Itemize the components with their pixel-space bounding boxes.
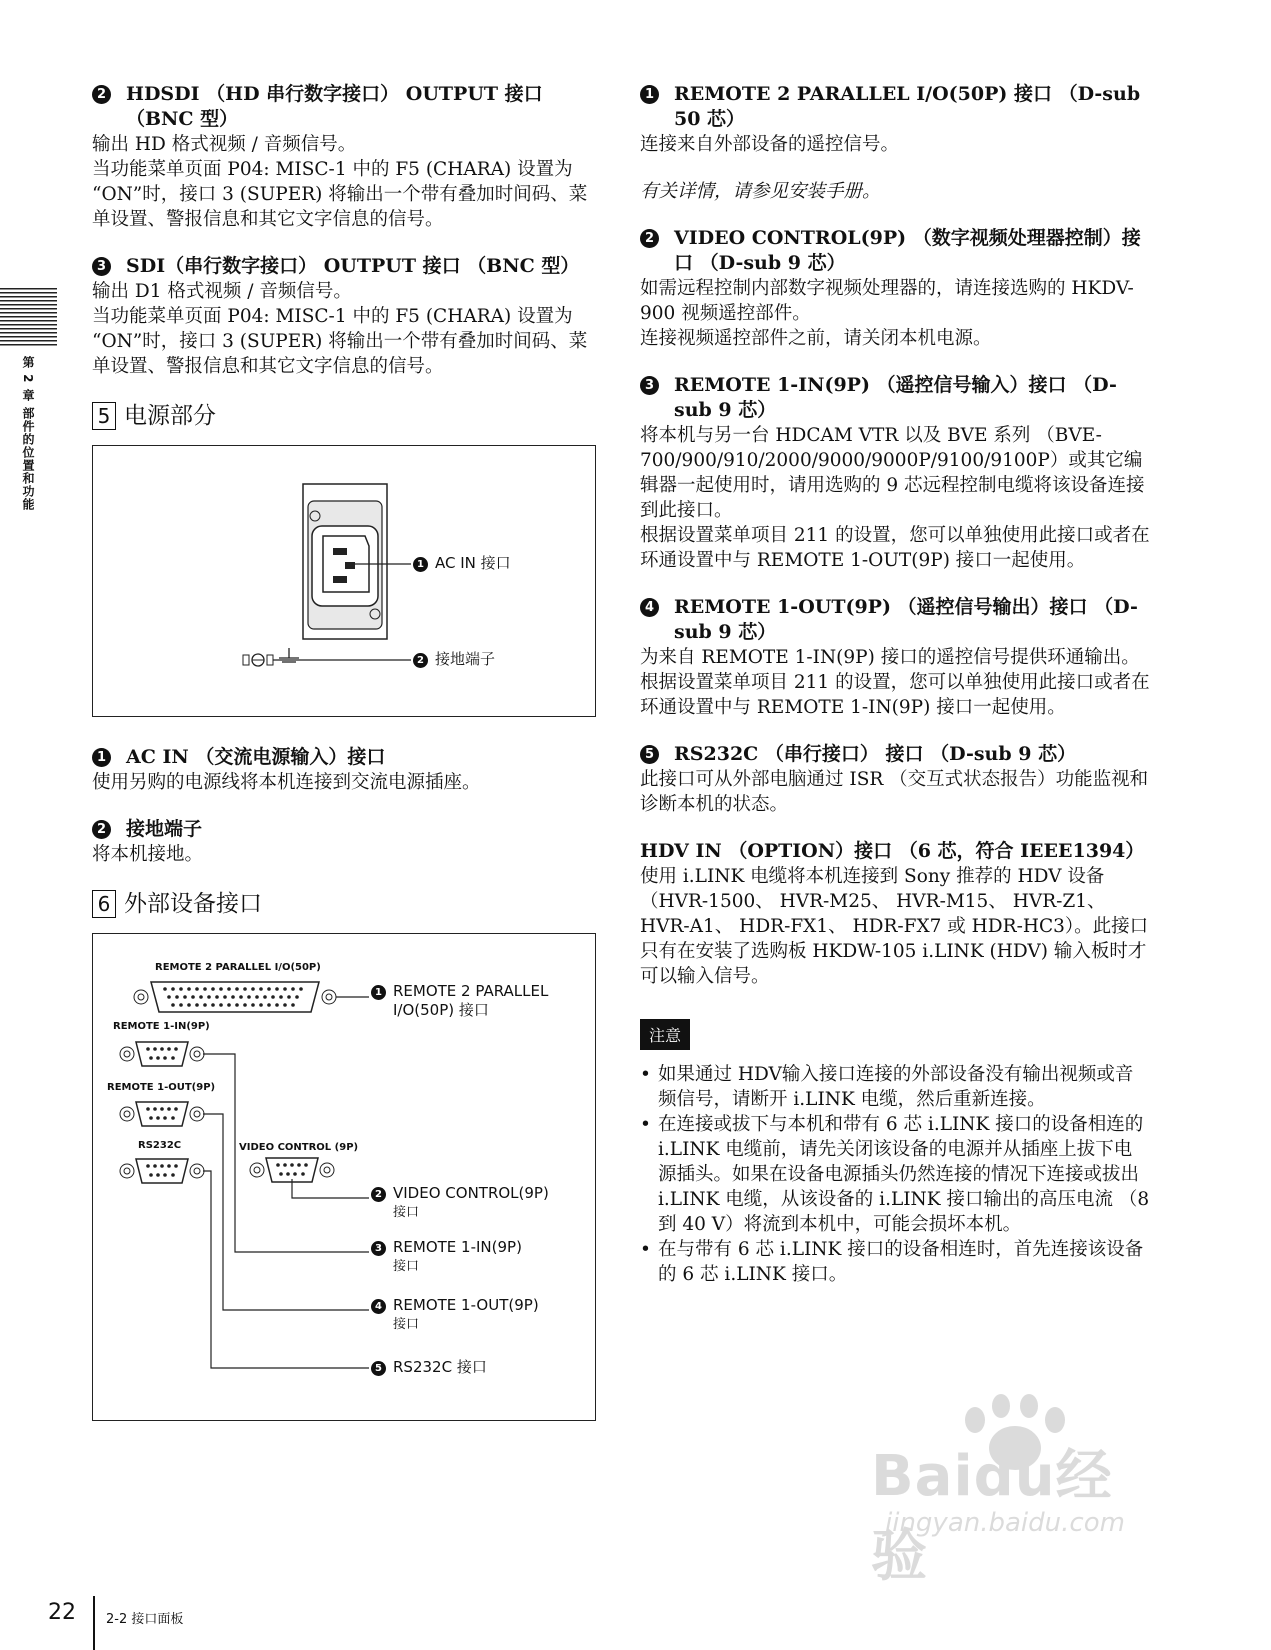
number-badge: 3: [640, 376, 659, 395]
hdv-in-heading: HDV IN （OPTION）接口 （6 芯，符合 IEEE1394）: [640, 840, 1145, 862]
callout-number: 1: [371, 985, 386, 1000]
ground-terminal-tab: [243, 655, 249, 665]
sdi-item: [92, 254, 592, 379]
callout-label: 接口: [393, 1317, 420, 1332]
sdi-title: SDI（串行数字接口） OUTPUT 接口 （BNC 型）: [126, 255, 580, 277]
number-badge: 2: [640, 229, 659, 248]
note-label: 注意: [640, 1019, 690, 1050]
callout-label: REMOTE 1-IN(9P): [393, 1238, 522, 1256]
acin-item: [92, 745, 592, 795]
callout-rs232c: [371, 1358, 487, 1377]
watermark-brand: Baidu经验: [871, 1444, 1113, 1589]
sdi-heading: [92, 254, 592, 279]
callout-label: 接口: [393, 1205, 420, 1220]
callout-number: 2: [413, 653, 428, 668]
external-connectors-figure: [92, 933, 596, 1421]
remote-in-item: [640, 373, 1150, 573]
remote-in-heading: [640, 373, 1150, 423]
remote-in-title: REMOTE 1-IN(9P) （遥控信号输入）接口 （D-sub 9 芯）: [674, 374, 1117, 421]
list-item: • 如果通过 HDV输入接口连接的外部设备没有输出视频或音频信号，请断开 i.LINK 电缆，然后重新连接。: [640, 1062, 1150, 1112]
note-list: [640, 1062, 1150, 1287]
list-item: • 在与带有 6 芯 i.LINK 接口的设备相连时，首先连接该设备的 6 芯 i.LINK 接口。: [640, 1237, 1150, 1287]
dsub-9-out-shell: [136, 1102, 188, 1126]
video-control-item: [640, 226, 1150, 351]
paragraph: 此接口可从外部电脑通过 ISR （交互式状态报告）功能监视和诊断本机的状态。: [640, 769, 1149, 815]
remote2-title: REMOTE 2 PARALLEL I/O(50P) 接口 （D-sub 50 芯）: [674, 83, 1141, 130]
rs232c-title: RS232C （串行接口） 接口 （D-sub 9 芯）: [674, 743, 1077, 765]
callout-number: 3: [371, 1241, 386, 1256]
rs232c-heading: [640, 742, 1150, 767]
section-number: 6: [92, 890, 116, 918]
video-control-title: VIDEO CONTROL(9P) （数字视频处理器控制）接口 （D-sub 9 芯）: [674, 227, 1141, 274]
callout-label: REMOTE 2 PARALLEL: [393, 982, 549, 1000]
number-badge: 2: [92, 820, 111, 839]
callout-parallel: [371, 982, 548, 1020]
list-item: • 在连接或拔下与本机和带有 6 芯 i.LINK 接口的设备相连的 i.LINK 电缆前，请先关闭该设备的电源并从插座上拔下电源插头。如果在设备电源插头仍然连接的情况下连接或拔出 i.LINK 电缆，从该设备的 i.LINK 接口输出的高压电流 （8 到 40 V）将流到本机中，可能会损坏本机。: [640, 1112, 1150, 1237]
chapter-tab: [0, 288, 57, 511]
page-number: 22: [48, 1600, 76, 1625]
ground-terminal-tab: [267, 655, 273, 665]
paragraph: 为来自 REMOTE 1-IN(9P) 接口的遥控信号提供环通输出。: [640, 647, 1140, 668]
callout-number: 5: [371, 1361, 386, 1376]
callout-label: REMOTE 1-OUT(9P): [393, 1296, 539, 1314]
callout-label: 接地端子: [435, 650, 496, 668]
remote-out-heading: [640, 595, 1150, 645]
ground-title: 接地端子: [126, 818, 203, 840]
right-column: [640, 82, 1150, 1287]
footer-divider: [93, 1596, 95, 1650]
ground-heading: [92, 817, 592, 842]
video-control-heading: [640, 226, 1150, 276]
number-badge: 4: [640, 598, 659, 617]
paragraph: 当功能菜单页面 P04: MISC-1 中的 F5 (CHARA) 设置为 “ON”时，接口 3 (SUPER) 将输出一个带有叠加时间码、菜单设置、警报信息和其它文字信息的信号。: [92, 306, 588, 377]
remote2-item: [640, 82, 1150, 204]
paragraph: 如需远程控制内部数字视频处理器的，请连接选购的 HKDV-900 视频遥控部件。: [640, 278, 1134, 324]
chapter-tab-lines: [0, 288, 57, 346]
hdsdi-heading: [92, 82, 592, 132]
label-rs232c: RS232C: [138, 1140, 182, 1151]
callout-number: 2: [371, 1187, 386, 1202]
power-section-figure: [92, 445, 596, 717]
remote2-heading: [640, 82, 1150, 132]
section-heading-external: [92, 889, 592, 919]
dsub-9-video-shell: [266, 1158, 318, 1182]
paragraph: 根据设置菜单项目 211 的设置，您可以单独使用此接口或者在环通设置中与 REMOTE 1-OUT(9P) 接口一起使用。: [640, 525, 1150, 571]
baidu-watermark: [865, 1390, 1165, 1589]
footer-section: 2-2 接口面板: [106, 1612, 184, 1627]
paragraph: 输出 HD 格式视频 / 音频信号。: [92, 134, 357, 155]
callout-label: AC IN 接口: [435, 554, 511, 572]
label-parallel: REMOTE 2 PARALLEL I/O(50P): [155, 962, 321, 973]
mount-nut: [134, 990, 148, 1004]
hdsdi-title: HDSDI （HD 串行数字接口） OUTPUT 接口 （BNC 型）: [126, 83, 543, 130]
callout-ac-in: [413, 554, 511, 573]
ac-pin-1: [333, 548, 347, 555]
callout-remote-out: [371, 1296, 539, 1334]
callout-number: 4: [371, 1299, 386, 1314]
dsub-9-in-shell: [136, 1042, 188, 1066]
hdsdi-item: [92, 82, 592, 232]
acin-heading: [92, 745, 592, 770]
section-heading-power: [92, 401, 592, 431]
note-block: [640, 1011, 1150, 1287]
paragraph: 使用另购的电源线将本机连接到交流电源插座。: [92, 772, 481, 793]
callout-label: 接口: [393, 1259, 420, 1274]
number-badge: 1: [92, 748, 111, 767]
number-badge: 3: [92, 257, 111, 276]
paragraph: 连接来自外部设备的遥控信号。: [640, 134, 900, 155]
number-badge: 5: [640, 745, 659, 764]
label-remote-in: REMOTE 1-IN(9P): [113, 1021, 210, 1032]
paragraph: 输出 D1 格式视频 / 音频信号。: [92, 281, 352, 302]
ac-pin-2: [333, 576, 347, 583]
hdv-in-item: [640, 839, 1150, 989]
power-connector-drawing: [93, 446, 595, 716]
paragraph: 将本机与另一台 HDCAM VTR 以及 BVE 系列 （BVE-700/900/910/2000/9000/9000P/9100/9100P）或其它编辑器一起使用时，请用选购的 9 芯远程控制电缆将该设备连接到此接口。: [640, 425, 1145, 521]
paragraph: 根据设置菜单项目 211 的设置，您可以单独使用此接口或者在环通设置中与 REMOTE 1-IN(9P) 接口一起使用。: [640, 672, 1150, 718]
italic-note: 有关详情，请参见安装手册。: [640, 181, 881, 202]
rs232c-item: [640, 742, 1150, 817]
ground-item: [92, 817, 592, 867]
paragraph: 当功能菜单页面 P04: MISC-1 中的 F5 (CHARA) 设置为 “ON”时，接口 3 (SUPER) 将输出一个带有叠加时间码、菜单设置、警报信息和其它文字信息的信号。: [92, 159, 588, 230]
leader-line-3: [203, 1054, 369, 1252]
acin-title: AC IN （交流电源输入）接口: [126, 746, 386, 768]
leader-line-5: [203, 1171, 369, 1368]
dsub-9-rs232c-shell: [136, 1159, 188, 1183]
number-badge: 2: [92, 85, 111, 104]
section-title: 电源部分: [124, 403, 216, 429]
callout-label: RS232C 接口: [393, 1358, 487, 1376]
number-badge: 1: [640, 85, 659, 104]
callout-label: VIDEO CONTROL(9P): [393, 1184, 549, 1202]
label-video-control: VIDEO CONTROL (9P): [239, 1142, 359, 1153]
callout-remote-in: [371, 1238, 522, 1276]
watermark-url: jingyan.baidu.com: [885, 1508, 1125, 1538]
callout-label: I/O(50P) 接口: [393, 1001, 489, 1019]
remote-out-item: [640, 595, 1150, 720]
callout-ground: [413, 650, 495, 669]
mount-nut: [322, 990, 336, 1004]
callout-video-control: [371, 1184, 549, 1222]
section-title: 外部设备接口: [124, 891, 262, 917]
callout-number: 1: [413, 557, 428, 572]
ac-pin-ground: [345, 562, 355, 569]
section-number: 5: [92, 402, 116, 430]
paragraph: 连接视频遥控部件之前，请关闭本机电源。: [640, 328, 992, 349]
left-column: [92, 82, 592, 1421]
remote-out-title: REMOTE 1-OUT(9P) （遥控信号输出）接口 （D-sub 9 芯）: [674, 596, 1138, 643]
chapter-title: 第 2 章 部件的位置和功能: [21, 356, 35, 511]
page-footer: [0, 1588, 1271, 1650]
paragraph: 将本机接地。: [92, 844, 204, 865]
paragraph: 使用 i.LINK 电缆将本机连接到 Sony 推荐的 HDV 设备 （HVR-1500、 HVR-M25、 HVR-M15、 HVR-Z1、 HVR-A1、 HDR-FX1、 HDR-FX7 或 HDR-HC3）。此接口只有在安装了选购板 HKDW-105 i.LINK (HDV) 输入板时才可以输入信号。: [640, 866, 1149, 987]
label-remote-out: REMOTE 1-OUT(9P): [107, 1082, 216, 1093]
